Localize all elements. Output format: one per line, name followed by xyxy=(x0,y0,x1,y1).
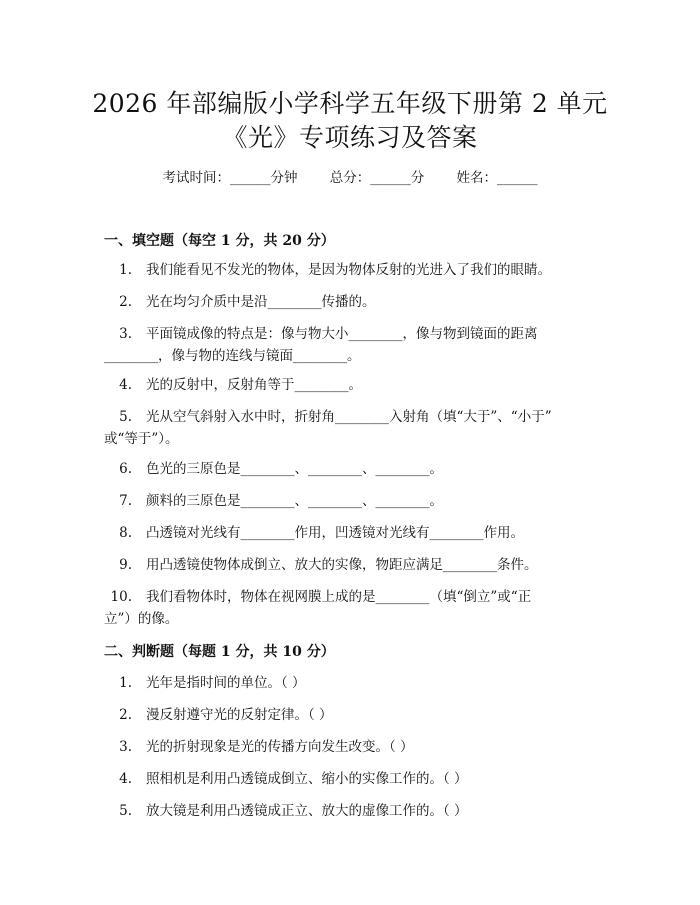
section-heading-fill-in: 一、填空题（每空 1 分，共 20 分） xyxy=(104,233,335,249)
question-item xyxy=(104,704,599,726)
question-item xyxy=(104,291,599,313)
question-text: 照相机是利用凸透镜成倒立、缩小的实像工作的。（ ） xyxy=(146,771,468,787)
exam-info xyxy=(0,166,700,186)
question-text: 平面镜成像的特点是：像与物大小________，像与物到镜面的距离 xyxy=(146,326,538,342)
question-text: 我们能看见不发光的物体，是因为物体反射的光进入了我们的眼睛。 xyxy=(146,262,551,278)
question-text: 光的折射现象是光的传播方向发生改变。（ ） xyxy=(146,739,414,755)
question-text-continued: ________，像与物的连线与镜面________。 xyxy=(104,348,361,364)
question-item xyxy=(104,259,599,281)
question-item xyxy=(104,458,599,480)
question-text: 我们看物体时，物体在视网膜上成的是________（填“倒立”或“正 xyxy=(146,589,532,605)
question-text: 漫反射遵守光的反射定律。（ ） xyxy=(146,707,333,723)
question-item xyxy=(104,374,599,396)
section-heading-true-false: 二、判断题（每题 1 分，共 10 分） xyxy=(104,644,335,660)
question-item xyxy=(104,490,599,512)
question-item xyxy=(104,323,599,367)
total-score-field: 总分：______分 xyxy=(329,170,425,186)
question-text: 用凸透镜使物体成倒立、放大的实像，物距应满足________条件。 xyxy=(146,557,538,573)
question-number: 6. xyxy=(119,461,132,477)
question-number: 7. xyxy=(119,493,132,509)
question-number: 1. xyxy=(119,675,132,691)
question-item xyxy=(104,406,599,450)
question-number: 3. xyxy=(119,326,132,342)
question-text: 颜料的三原色是________、________、________。 xyxy=(146,493,443,509)
document-title-line-1: 2026 年部编版小学科学五年级下册第 2 单元 xyxy=(92,89,608,118)
question-item xyxy=(104,800,599,822)
question-text-continued: 立”）的像。 xyxy=(104,611,179,627)
question-text: 光年是指时间的单位。（ ） xyxy=(146,675,306,691)
question-item xyxy=(104,522,599,544)
question-text: 光在均匀介质中是沿________传播的。 xyxy=(146,294,376,310)
question-item xyxy=(104,554,599,576)
question-number: 2. xyxy=(119,707,132,723)
question-item xyxy=(104,736,599,758)
question-number: 3. xyxy=(119,739,132,755)
question-text: 凸透镜对光线有________作用，凹透镜对光线有________作用。 xyxy=(146,525,524,541)
question-number: 4. xyxy=(119,377,132,393)
question-number: 8. xyxy=(119,525,132,541)
student-name-field: 姓名：______ xyxy=(456,170,538,186)
question-number: 10. xyxy=(110,589,132,605)
question-text: 色光的三原色是________、________、________。 xyxy=(146,461,443,477)
question-number: 4. xyxy=(119,771,132,787)
question-number: 5. xyxy=(119,409,132,425)
question-number: 1. xyxy=(119,262,132,278)
question-text-continued: 或“等于”）。 xyxy=(104,431,179,447)
question-number: 9. xyxy=(119,557,132,573)
exam-time-field: 考试时间：______分钟 xyxy=(162,170,298,186)
question-text: 光的反射中，反射角等于________。 xyxy=(146,377,362,393)
question-item xyxy=(104,672,599,694)
question-item xyxy=(104,768,599,790)
question-text: 光从空气斜射入水中时，折射角________入射角（填“大于”、“小于” xyxy=(146,409,552,425)
question-number: 2. xyxy=(119,294,132,310)
question-text: 放大镜是利用凸透镜成正立、放大的虚像工作的。（ ） xyxy=(146,803,468,819)
question-number: 5. xyxy=(119,803,132,819)
document-title-line-2: 《光》专项练习及答案 xyxy=(222,123,478,152)
question-item xyxy=(104,586,599,630)
